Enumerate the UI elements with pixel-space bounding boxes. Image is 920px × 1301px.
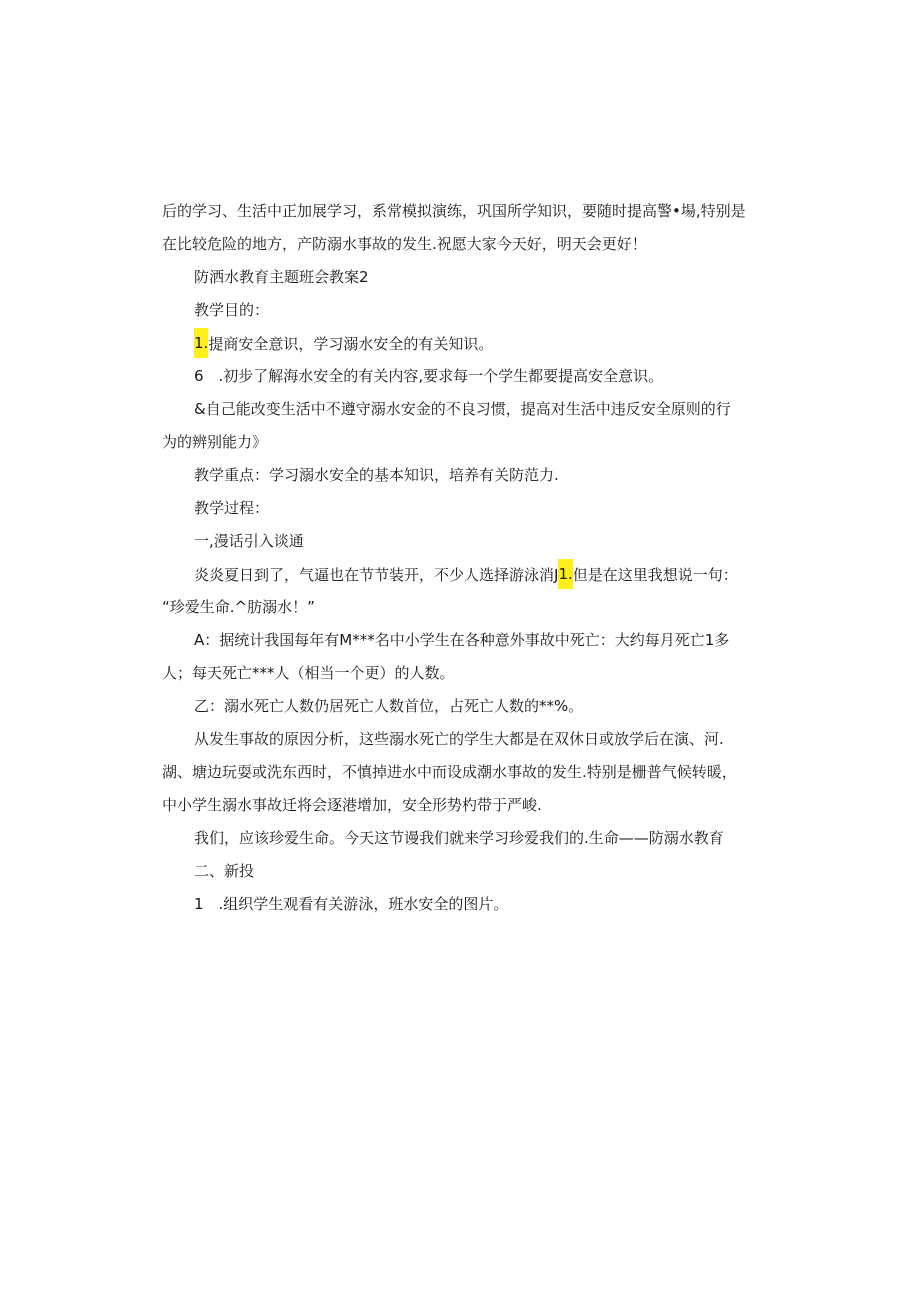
list-item: 1 .组织学生观看有关游泳，班水安全的图片。 <box>194 895 509 913</box>
paragraph-line: 在比较危险的地方，产防溺水事故的发生.祝愿大家今天好，明天会更好！ <box>162 235 647 253</box>
paragraph-line <box>162 562 762 586</box>
paragraph-line: 乙：溺水死亡人数仍居死亡人数首位，占死亡人数的**%。 <box>194 697 584 715</box>
paragraph-line: 我们，应该珍爱生命。今天这节谩我们就来学习珍爱我们的.生命——防溺水教育 <box>194 829 724 847</box>
highlight-mark: 1. <box>194 328 208 358</box>
paragraph-line: 从发生事故的原因分析，这些溺水死亡的学生大都是在双休日或放学后在演、河. <box>194 730 724 748</box>
paragraph-line: 人；每天死亡***人（相当一个更）的人数。 <box>162 664 455 682</box>
subheading-new-lesson: 二、新投 <box>194 862 255 880</box>
quote-line: “珍爱生命.^肪溺水！” <box>162 598 315 616</box>
list-item: &自己能改变生活中不遵守溺水安金的不良习惯，提高对生活中违反安全原则的行 <box>194 400 731 418</box>
subheading-process: 教学过程： <box>194 499 270 517</box>
subheading-objectives: 教学目的： <box>194 301 270 319</box>
list-item <box>162 331 762 355</box>
list-item: 6 .初步了解海水安全的有关内容,要求每一个学生都要提高安全意识。 <box>194 367 664 385</box>
paragraph-line: 后的学习、生活中正加展学习，系常模拟演练，巩国所学知识，要随时提高警•場,特别是 <box>162 202 746 220</box>
text-segment: 但是在这里我想说一句： <box>572 566 738 584</box>
key-points: 教学重点：学习溺水安全的基本知识，培养有关防范力. <box>194 466 559 484</box>
subheading-intro: 一,漫话引入谈通 <box>194 532 304 550</box>
text-segment: 炎炎夏日到了，气逼也在节节装开，不少人选择游泳消J <box>194 566 559 584</box>
list-item-text: 提商安全意识，学习溺水安全的有关知识。 <box>208 335 494 353</box>
highlight-mark: 1. <box>558 559 572 589</box>
document-body <box>162 199 762 916</box>
paragraph-line: A：据统计我国每年有M***名中小学生在各种意外事故中死亡：大约每月死亡1多 <box>194 631 730 649</box>
paragraph-line: 为的辨别能力》 <box>162 433 268 451</box>
paragraph-line: 湖、塘边玩耍或洗东西时，不慎掉进水中而设成潮水事故的发生.特别是栅普气候转暖， <box>162 763 737 781</box>
section-title: 防洒水教育主题班会教案2 <box>194 268 369 286</box>
paragraph-line: 中小学生溺水事故迁将会逐港增加，安全形势杓带于严峻. <box>162 796 542 814</box>
